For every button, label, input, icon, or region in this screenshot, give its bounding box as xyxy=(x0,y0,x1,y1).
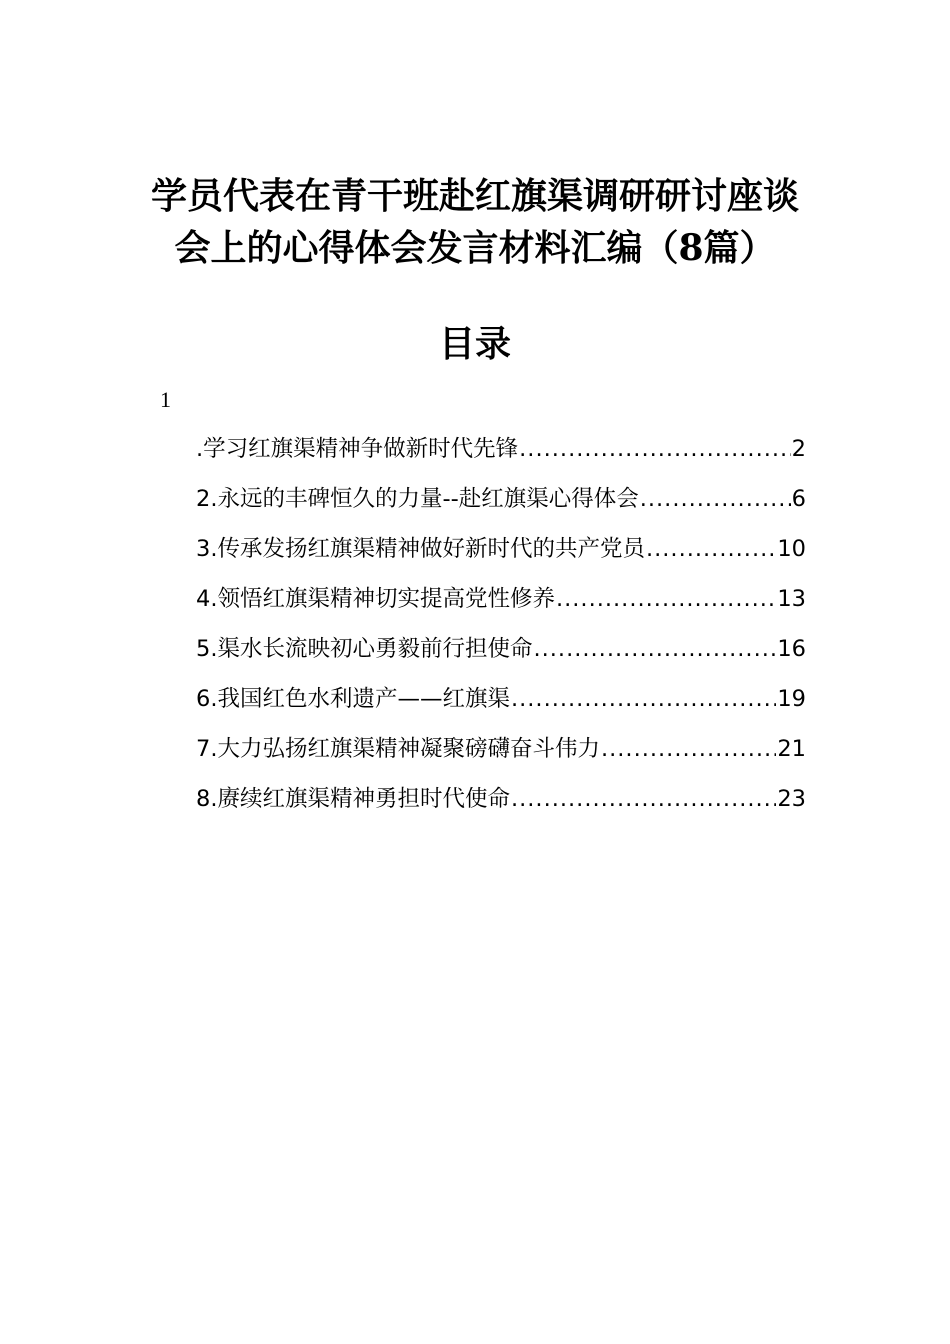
toc-page-number: 13 xyxy=(777,586,806,612)
toc-page-number: 19 xyxy=(777,686,806,712)
toc-page-number: 10 xyxy=(777,536,806,562)
table-of-contents xyxy=(196,424,806,824)
toc-entry-7[interactable] xyxy=(196,724,806,774)
toc-entry-2[interactable] xyxy=(196,474,806,524)
toc-heading: 目录 xyxy=(438,323,511,365)
toc-dot-leader xyxy=(646,524,776,574)
toc-entry-6[interactable] xyxy=(196,674,806,724)
toc-dot-leader xyxy=(601,724,776,774)
toc-entry-title: 8.赓续红旗渠精神勇担时代使命 xyxy=(196,786,510,812)
toc-entry-title: 5.渠水长流映初心勇毅前行担使命 xyxy=(196,636,533,662)
toc-page-number: 21 xyxy=(777,736,806,762)
toc-entry-title: 7.大力弘扬红旗渠精神凝聚磅礴奋斗伟力 xyxy=(196,736,600,762)
toc-entry-1[interactable] xyxy=(196,424,806,474)
toc-page-number: 16 xyxy=(777,636,806,662)
toc-dot-leader xyxy=(556,574,776,624)
document-title-line-1: 学员代表在青干班赴红旗渠调研研讨座谈 xyxy=(150,175,799,217)
toc-entry-title: 2.永远的丰碑恒久的力量--赴红旗渠心得体会 xyxy=(196,486,639,512)
document-title xyxy=(150,170,800,274)
toc-entry-4[interactable] xyxy=(196,574,806,624)
document-title-line-2: 会上的心得体会发言材料汇编（8篇） xyxy=(174,227,776,269)
toc-entry-8[interactable] xyxy=(196,774,806,824)
toc-page-number: 2 xyxy=(791,436,806,462)
toc-dot-leader xyxy=(640,474,791,524)
toc-dot-leader xyxy=(511,674,776,724)
toc-entry-5[interactable] xyxy=(196,624,806,674)
toc-dot-leader xyxy=(511,774,776,824)
toc-entry-title: 3.传承发扬红旗渠精神做好新时代的共产党员 xyxy=(196,536,645,562)
toc-stray-number: 1 xyxy=(160,387,171,412)
toc-entry-3[interactable] xyxy=(196,524,806,574)
toc-page-number: 23 xyxy=(777,786,806,812)
toc-dot-leader xyxy=(519,424,791,474)
toc-entry-title: 4.领悟红旗渠精神切实提高党性修养 xyxy=(196,586,555,612)
toc-entry-title: .学习红旗渠精神争做新时代先锋 xyxy=(196,436,519,462)
toc-entry-title: 6.我国红色水利遗产——红旗渠 xyxy=(196,686,510,712)
toc-page-number: 6 xyxy=(791,486,806,512)
toc-dot-leader xyxy=(533,624,776,674)
